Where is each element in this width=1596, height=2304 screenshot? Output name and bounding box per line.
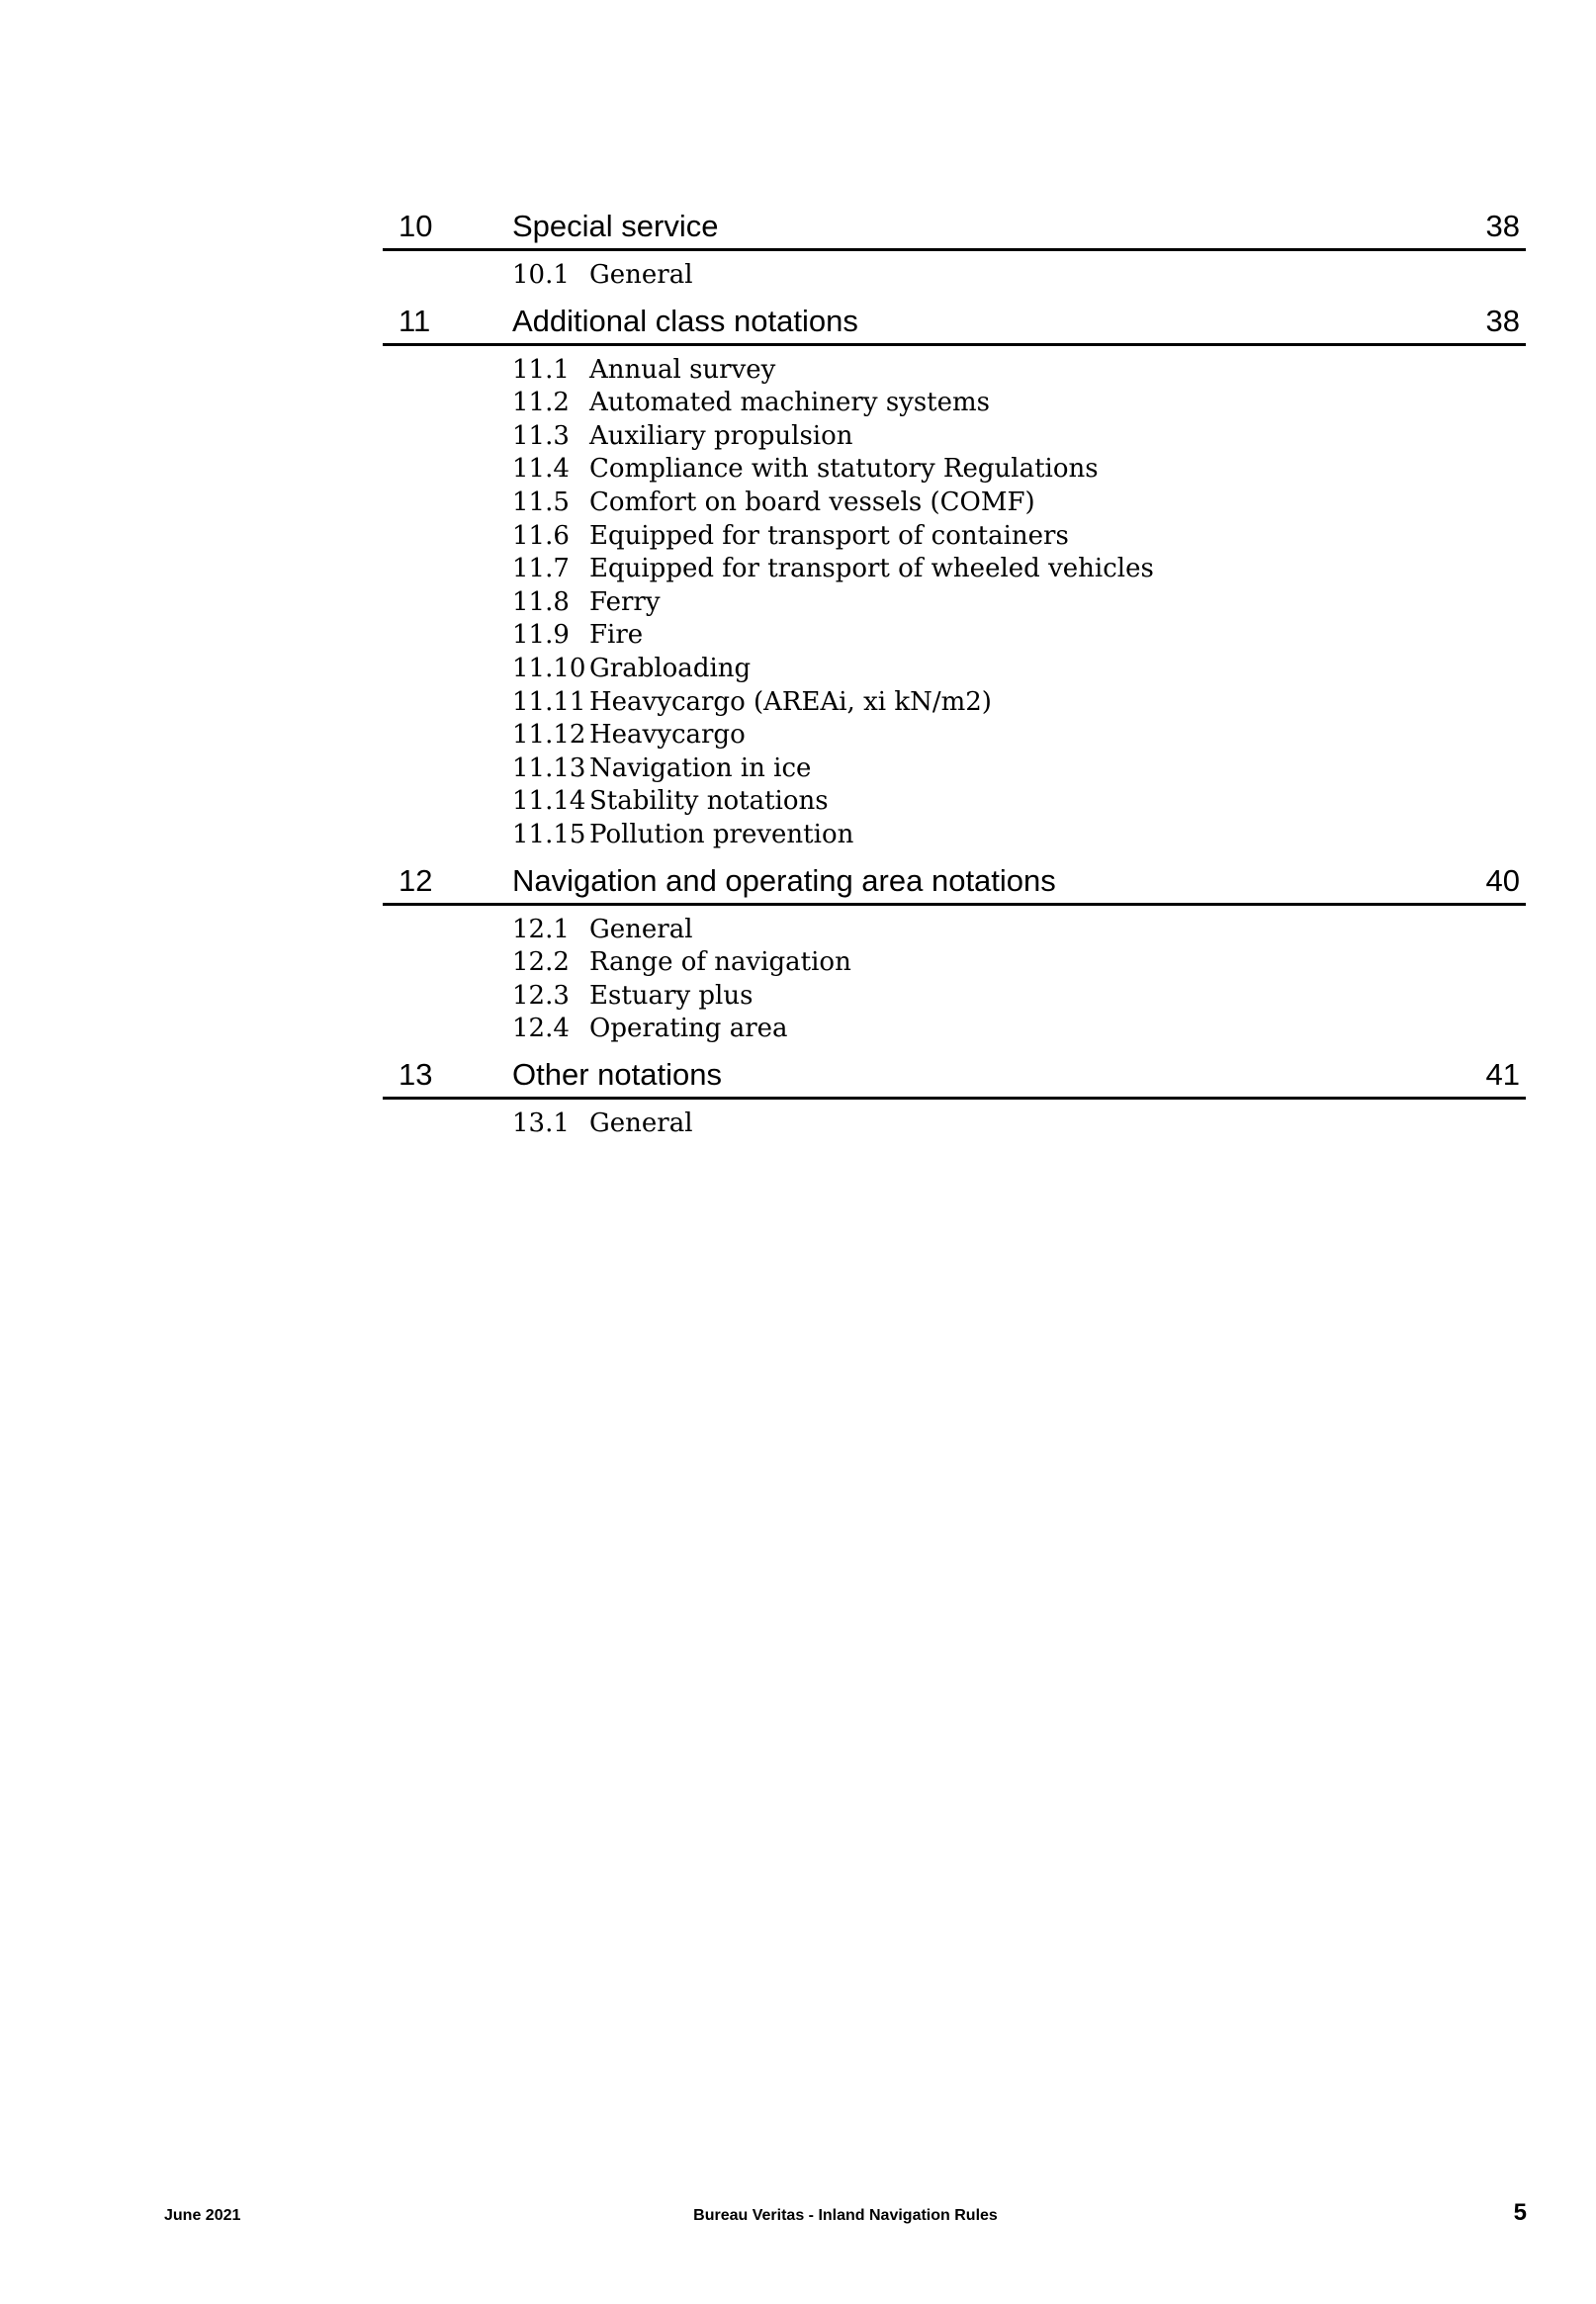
toc-section-12 bbox=[383, 860, 1526, 1054]
subsection-number: 11.14 bbox=[512, 786, 586, 817]
section-heading[interactable] bbox=[383, 1054, 1526, 1100]
subsection-list bbox=[383, 906, 1526, 1054]
subsection-title: Automated machinery systems bbox=[589, 388, 991, 418]
subsection-item[interactable] bbox=[512, 719, 1526, 753]
subsection-item[interactable] bbox=[512, 586, 1526, 620]
section-title: Other notations bbox=[512, 1056, 722, 1092]
subsection-item[interactable] bbox=[512, 259, 1526, 293]
section-page-number: 38 bbox=[1485, 209, 1520, 243]
section-page-number: 40 bbox=[1485, 862, 1520, 898]
subsection-title: Annual survey bbox=[589, 354, 776, 385]
subsection-item[interactable] bbox=[512, 785, 1526, 819]
subsection-list bbox=[383, 346, 1526, 860]
subsection-number: 12.4 bbox=[512, 1014, 570, 1044]
subsection-number: 11.2 bbox=[512, 388, 570, 418]
section-page-number: 41 bbox=[1485, 1056, 1520, 1092]
subsection-title: General bbox=[589, 914, 693, 944]
subsection-number: 11.11 bbox=[512, 686, 586, 717]
subsection-item[interactable] bbox=[512, 819, 1526, 852]
subsection-item[interactable] bbox=[512, 946, 1526, 980]
subsection-item[interactable] bbox=[512, 1013, 1526, 1046]
subsection-list bbox=[383, 1100, 1526, 1149]
subsection-title: Equipped for transport of containers bbox=[589, 520, 1069, 551]
section-number: 10 bbox=[399, 209, 433, 243]
subsection-title: Compliance with statutory Regulations bbox=[589, 454, 1099, 485]
toc-section-10 bbox=[383, 206, 1526, 301]
subsection-title: Heavycargo bbox=[589, 720, 746, 751]
subsection-number: 12.3 bbox=[512, 980, 570, 1011]
section-number: 13 bbox=[399, 1056, 433, 1092]
subsection-title: Estuary plus bbox=[589, 980, 754, 1011]
footer-date: June 2021 bbox=[164, 2207, 241, 2224]
subsection-item[interactable] bbox=[512, 387, 1526, 420]
subsection-item[interactable] bbox=[512, 354, 1526, 388]
subsection-number: 12.2 bbox=[512, 947, 570, 978]
subsection-title: Navigation in ice bbox=[589, 753, 812, 783]
subsection-title: Auxiliary propulsion bbox=[589, 420, 853, 451]
subsection-title: Fire bbox=[589, 620, 644, 651]
subsection-item[interactable] bbox=[512, 753, 1526, 786]
subsection-title: Heavycargo (AREAi, xi kN/m2) bbox=[589, 686, 992, 717]
subsection-number: 11.3 bbox=[512, 420, 570, 451]
subsection-item[interactable] bbox=[512, 487, 1526, 520]
subsection-number: 11.8 bbox=[512, 586, 570, 617]
section-heading[interactable] bbox=[383, 860, 1526, 906]
section-heading[interactable] bbox=[383, 301, 1526, 346]
subsection-number: 10.1 bbox=[512, 260, 570, 290]
subsection-title: Equipped for transport of wheeled vehicles bbox=[589, 554, 1154, 584]
toc-section-13 bbox=[383, 1054, 1526, 1149]
subsection-item[interactable] bbox=[512, 420, 1526, 454]
subsection-list bbox=[383, 251, 1526, 301]
subsection-number: 11.9 bbox=[512, 620, 570, 651]
section-title: Additional class notations bbox=[512, 303, 858, 338]
subsection-item[interactable] bbox=[512, 914, 1526, 947]
subsection-number: 11.4 bbox=[512, 454, 570, 485]
subsection-title: Grabloading bbox=[589, 653, 752, 683]
subsection-title: Operating area bbox=[589, 1014, 788, 1044]
subsection-item[interactable] bbox=[512, 653, 1526, 686]
subsection-title: Comfort on board vessels (COMF) bbox=[589, 487, 1035, 517]
section-title: Navigation and operating area notations bbox=[512, 862, 1056, 898]
section-number: 12 bbox=[399, 862, 433, 898]
subsection-number: 11.10 bbox=[512, 653, 586, 683]
subsection-title: Range of navigation bbox=[589, 947, 851, 978]
table-of-contents bbox=[383, 206, 1526, 1148]
subsection-title: Ferry bbox=[589, 586, 661, 617]
subsection-item[interactable] bbox=[512, 619, 1526, 653]
subsection-number: 11.7 bbox=[512, 554, 570, 584]
subsection-title: Stability notations bbox=[589, 786, 829, 817]
subsection-number: 11.6 bbox=[512, 520, 570, 551]
subsection-item[interactable] bbox=[512, 453, 1526, 487]
section-number: 11 bbox=[399, 303, 431, 338]
section-page-number: 38 bbox=[1485, 303, 1520, 338]
section-heading[interactable] bbox=[383, 206, 1526, 251]
subsection-title: Pollution prevention bbox=[589, 819, 854, 849]
page-footer bbox=[164, 2193, 1527, 2233]
footer-document-title: Bureau Veritas - Inland Navigation Rules bbox=[693, 2207, 998, 2224]
subsection-item[interactable] bbox=[512, 1108, 1526, 1141]
subsection-item[interactable] bbox=[512, 686, 1526, 720]
section-title: Special service bbox=[512, 209, 719, 243]
subsection-title: General bbox=[589, 260, 693, 290]
subsection-number: 11.5 bbox=[512, 487, 570, 517]
subsection-number: 11.15 bbox=[512, 819, 586, 849]
footer-page-number: 5 bbox=[1513, 2199, 1527, 2226]
subsection-item[interactable] bbox=[512, 520, 1526, 554]
subsection-title: General bbox=[589, 1108, 693, 1138]
toc-section-11 bbox=[383, 301, 1526, 860]
subsection-number: 11.12 bbox=[512, 720, 586, 751]
subsection-number: 12.1 bbox=[512, 914, 570, 944]
subsection-number: 13.1 bbox=[512, 1108, 570, 1138]
subsection-item[interactable] bbox=[512, 980, 1526, 1014]
subsection-item[interactable] bbox=[512, 553, 1526, 586]
subsection-number: 11.1 bbox=[512, 354, 570, 385]
subsection-number: 11.13 bbox=[512, 753, 586, 783]
